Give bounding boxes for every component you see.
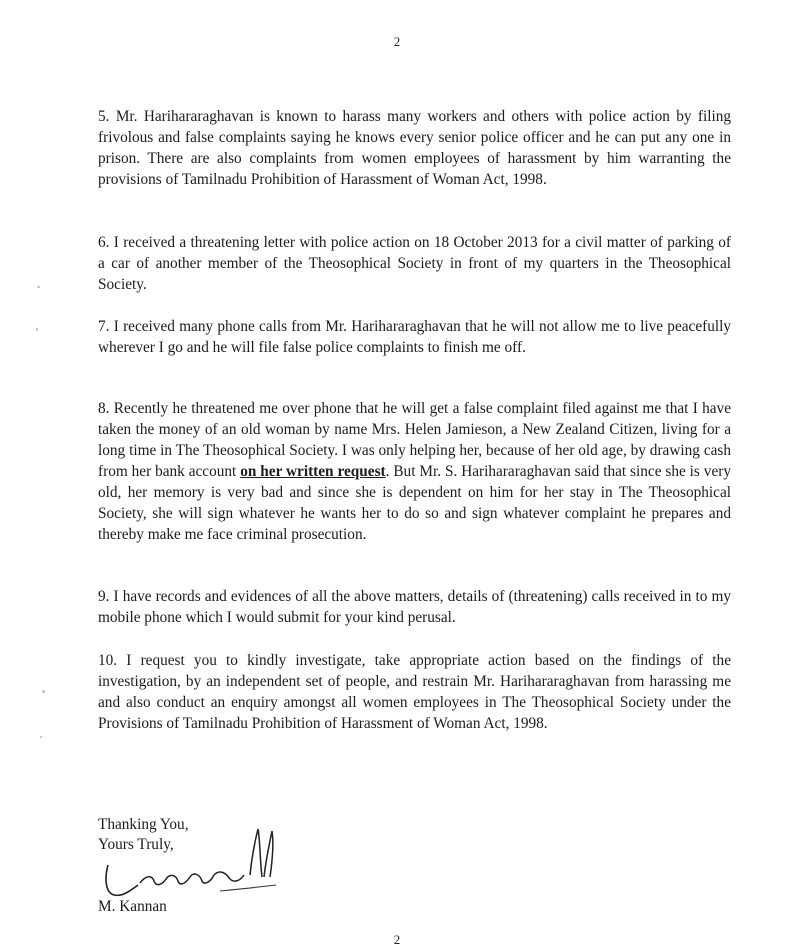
paragraph-10: 10. I request you to kindly investigate, take appropriate action based on the findings of the investigation, by an independent set of people, and restrain Mr. Harihararaghavan from harassing me and also conduct an enquiry amongst all women employees in The Theosophical Society under the Provisions of Tamilnadu Prohibition of Harassment of Woman Act, 1998.	[98, 652, 731, 732]
page-number-top: 2	[393, 34, 401, 49]
closing-thanks: Thanking You,	[98, 816, 189, 833]
paragraph-6: 6. I received a threatening letter with police action on 18 October 2013 for a civil matter of parking of a car of another member of the Theosophical Society in front of my quarters in the Theosophical Society.	[98, 234, 731, 293]
scan-speck	[36, 328, 38, 331]
page-number-bottom: 2	[393, 932, 401, 947]
paragraph-7: 7. I received many phone calls from Mr. Harihararaghavan that he will not allow me to live peacefully wherever I go and he will file false police complaints to finish me off.	[98, 318, 731, 356]
closing-regards: Yours Truly,	[98, 836, 174, 853]
paragraph-9: 9. I have records and evidences of all the above matters, details of (threatening) calls received in to my mobile phone which I would submit for your kind perusal.	[98, 588, 731, 626]
paragraph-8-text-end: . But Mr. S. Harihararaghavan said that since she is very old, her memory is very bad and since she is dependent on him for her stay in The Theosophical Society, she will sign whatever he wants her to do so and sign whatever complaint he prepares and thereby make me face criminal prosecution.	[98, 463, 731, 543]
scan-speck	[37, 286, 40, 288]
scan-speck	[42, 690, 45, 693]
written-request-emphasis: on her written request	[240, 463, 386, 480]
paragraph-8-text-start: 8. Recently he threatened me over phone that he will get a false complaint filed against me that I have taken the money of an old woman by name Mrs. Helen Jamieson, a New Zealand Citizen, living for a long time in The Theosophical Society. I was only helping her, because of her old age, by drawing cash from her bank account	[98, 400, 731, 480]
paragraph-8	[98, 398, 731, 545]
handwritten-signature	[100, 825, 285, 905]
paragraph-5: 5. Mr. Harihararaghavan is known to harass many workers and others with police action by filing frivolous and false complaints saying he knows every senior police officer and he can put any one in prison. There are also complaints from women employees of harassment by him warranting the provisions of Tamilnadu Prohibition of Harassment of Woman Act, 1998.	[98, 108, 731, 188]
scan-speck	[40, 736, 42, 738]
signatory-name: M. Kannan	[98, 898, 167, 915]
